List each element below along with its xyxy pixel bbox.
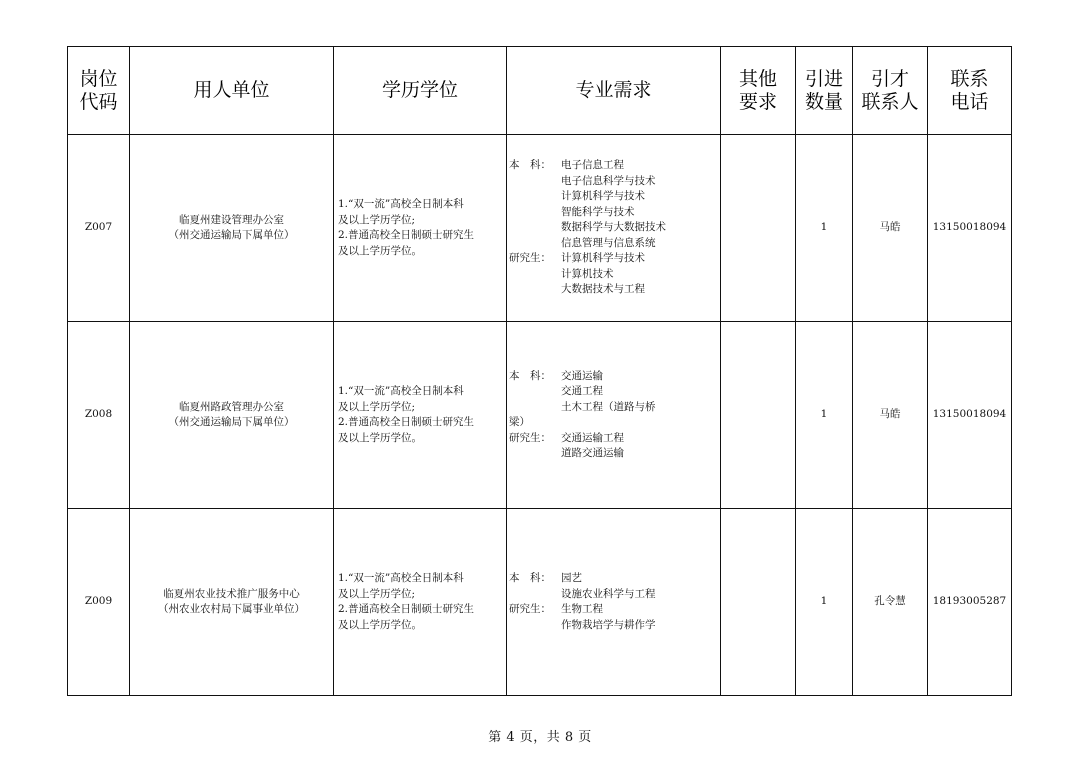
cell-contact: 马皓	[853, 135, 928, 322]
table-row	[68, 135, 1012, 322]
cell-unit: 临夏州路政管理办公室 （州交通运输局下属单位）	[130, 322, 334, 509]
header-contact: 引才 联系人	[853, 47, 928, 135]
cell-education: 1.“双一流”高校全日制本科 及以上学历学位; 2.普通高校全日制硕士研究生 及以上学历学位。	[334, 135, 507, 322]
cell-phone: 13150018094	[928, 322, 1012, 509]
cell-other	[721, 322, 796, 509]
cell-contact: 孔令慧	[853, 509, 928, 696]
cell-major: 本 科： 园艺 设施农业科学与工程 研究生： 生物工程 作物栽培学与耕作学	[507, 509, 721, 696]
cell-unit: 临夏州建设管理办公室 （州交通运输局下属单位）	[130, 135, 334, 322]
cell-count: 1	[796, 135, 853, 322]
cell-phone: 18193005287	[928, 509, 1012, 696]
cell-count: 1	[796, 509, 853, 696]
cell-contact: 马皓	[853, 322, 928, 509]
header-code: 岗位 代码	[68, 47, 130, 135]
cell-education: 1.“双一流”高校全日制本科 及以上学历学位; 2.普通高校全日制硕士研究生 及以上学历学位。	[334, 509, 507, 696]
cell-code: Z009	[68, 509, 130, 696]
table-row	[68, 322, 1012, 509]
header-unit: 用人单位	[130, 47, 334, 135]
header-count: 引进 数量	[796, 47, 853, 135]
cell-major: 本 科： 电子信息工程 电子信息科学与技术 计算机科学与技术 智能科学与技术 数据科学与大数据技术 信息管理与信息系统 研究生： 计算机科学与技术 计算机技术 大数据技术与工程	[507, 135, 721, 322]
cell-major: 本 科： 交通运输 交通工程 土木工程（道路与桥 梁） 研究生： 交通运输工程 道路交通运输	[507, 322, 721, 509]
cell-phone: 13150018094	[928, 135, 1012, 322]
table-row	[68, 509, 1012, 696]
header-row	[68, 47, 1012, 135]
cell-education: 1.“双一流”高校全日制本科 及以上学历学位; 2.普通高校全日制硕士研究生 及以上学历学位。	[334, 322, 507, 509]
header-phone: 联系 电话	[928, 47, 1012, 135]
cell-other	[721, 135, 796, 322]
page-footer: 第 4 页，共 8 页	[488, 730, 592, 745]
cell-count: 1	[796, 322, 853, 509]
cell-unit: 临夏州农业技术推广服务中心 （州农业农村局下属事业单位）	[130, 509, 334, 696]
recruitment-table	[67, 46, 1012, 696]
cell-other	[721, 509, 796, 696]
cell-code: Z008	[68, 322, 130, 509]
header-major: 专业需求	[507, 47, 721, 135]
header-other: 其他 要求	[721, 47, 796, 135]
cell-code: Z007	[68, 135, 130, 322]
header-education: 学历学位	[334, 47, 507, 135]
